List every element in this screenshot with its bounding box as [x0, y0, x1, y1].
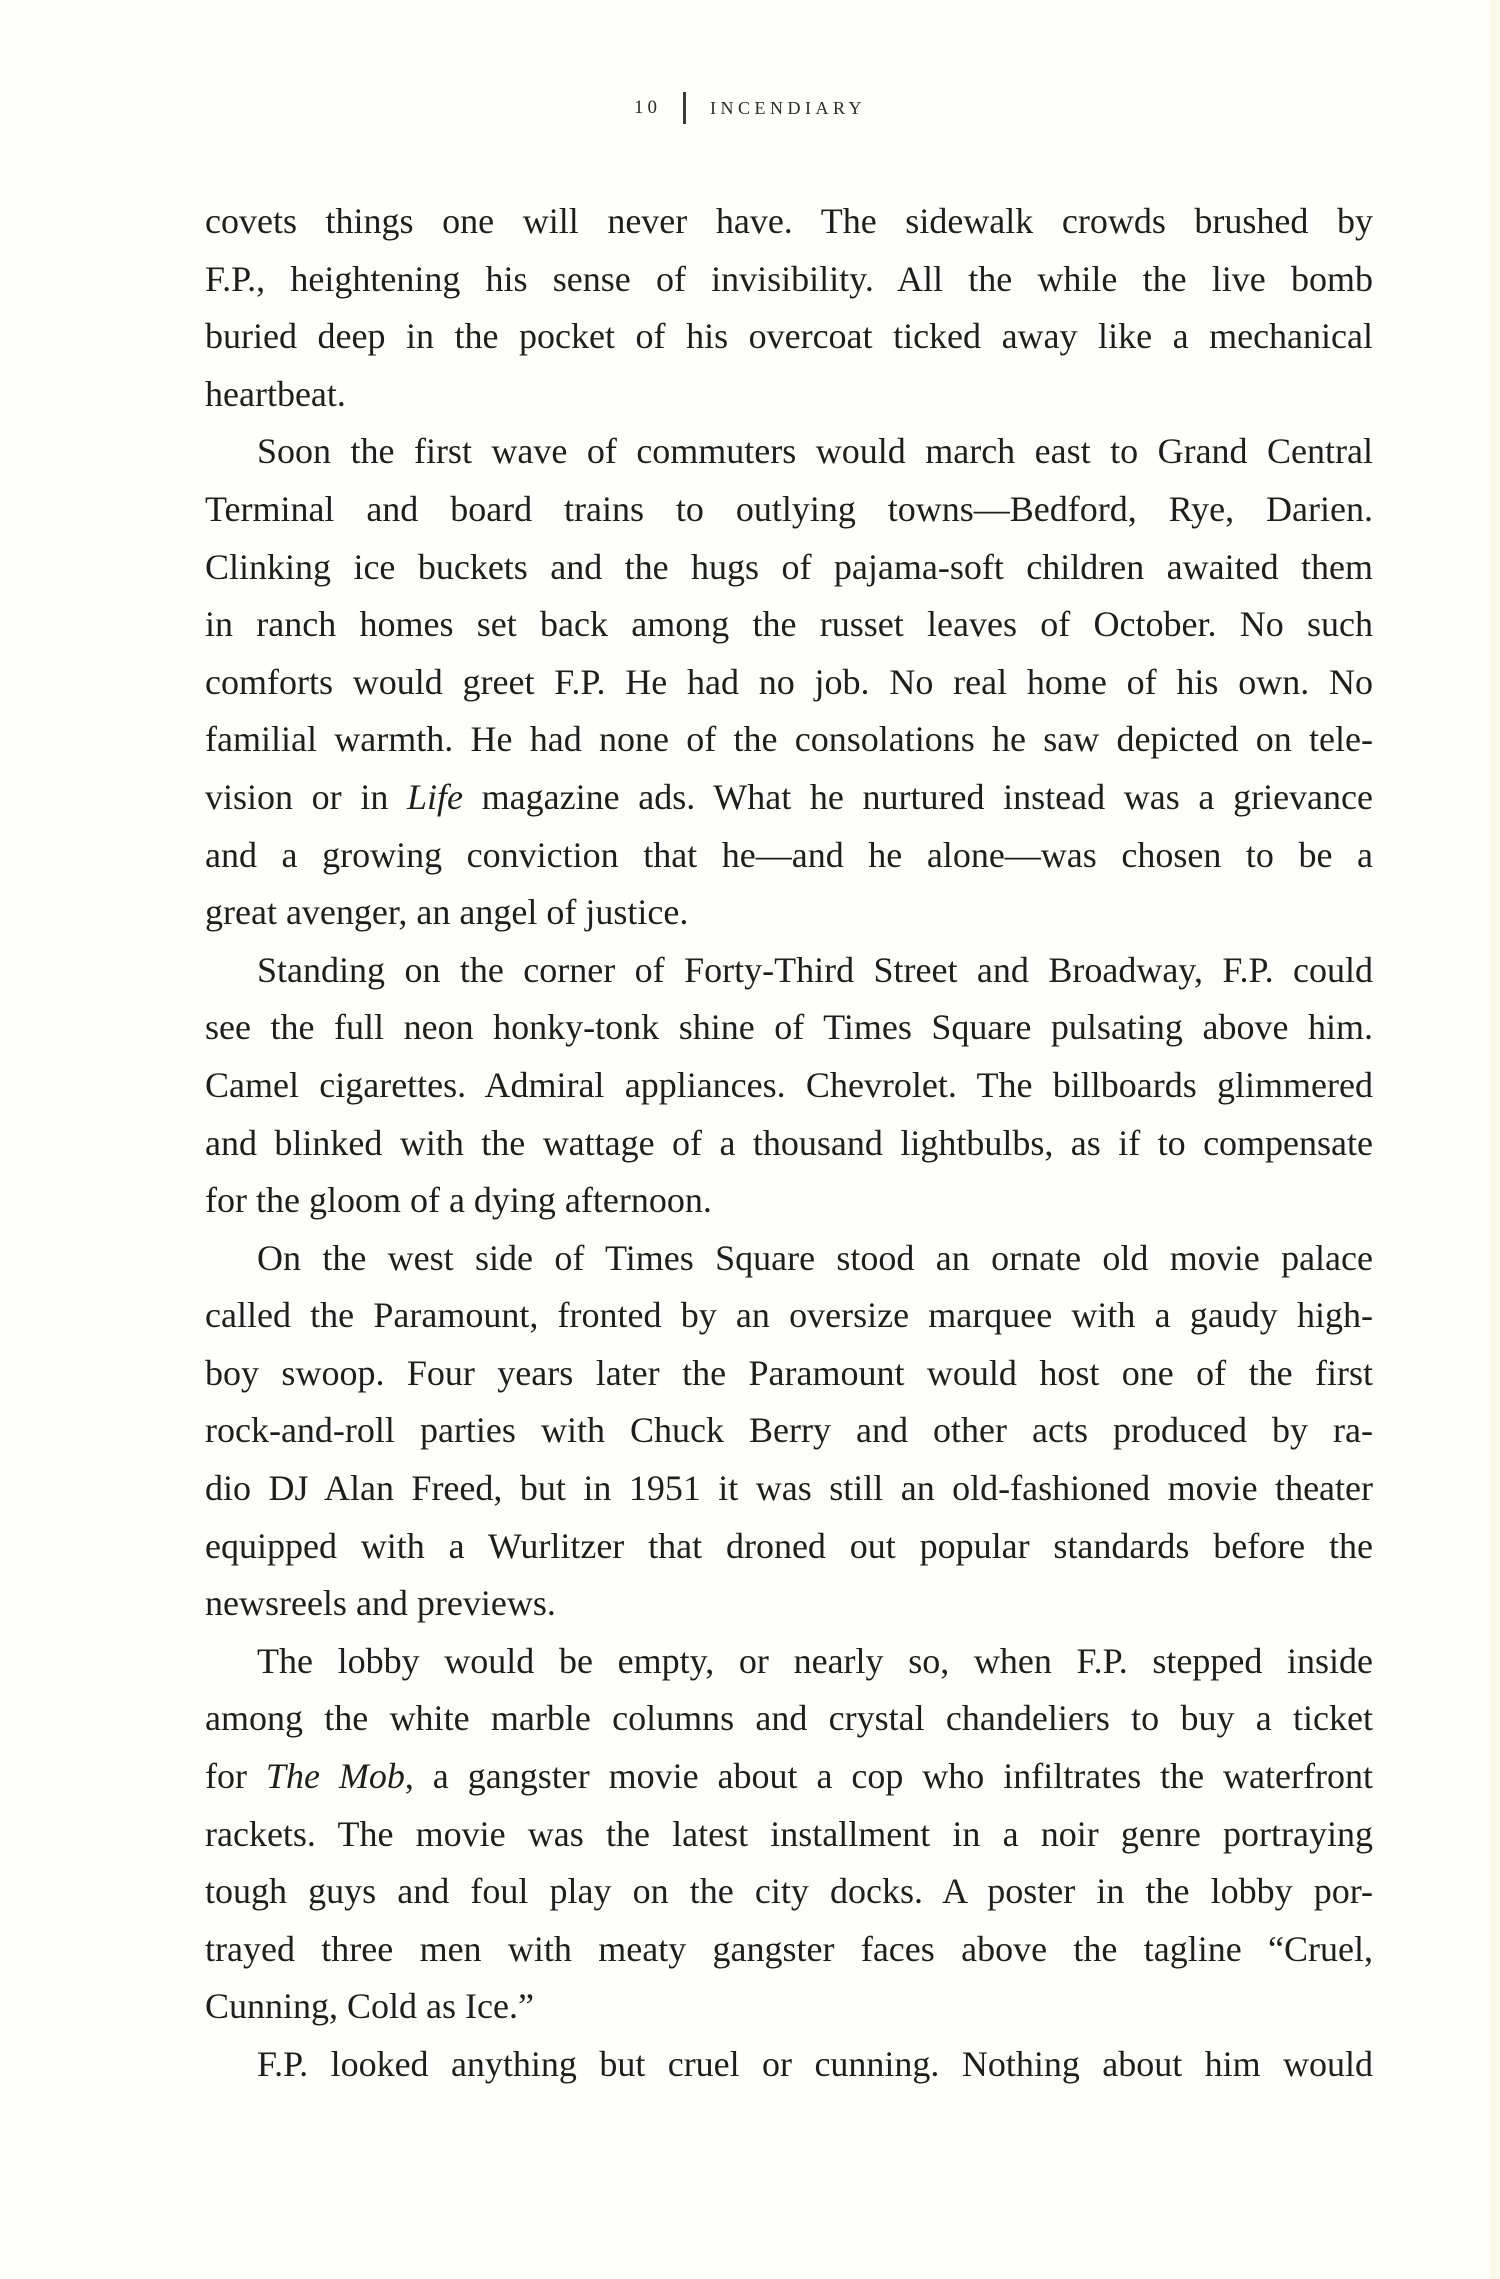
text-line: F.P., heightening his sense of invisibility. All the while the live bomb	[205, 258, 1373, 299]
text-line: boy swoop. Four years later the Paramount would host one of the first	[205, 1352, 1373, 1393]
text-line: The lobby would be empty, or nearly so, when F.P. stepped inside	[257, 1640, 1373, 1681]
running-head	[0, 90, 1500, 126]
paragraph	[205, 1633, 1373, 2036]
page-edge-tint	[1490, 0, 1500, 2279]
text-line: rackets. The movie was the latest installment in a noir genre portraying	[205, 1813, 1373, 1854]
text-line: tough guys and foul play on the city docks. A poster in the lobby por-	[205, 1871, 1373, 1912]
text-line: Soon the first wave of commuters would march east to Grand Central	[257, 431, 1373, 472]
page-number: 10	[634, 97, 661, 118]
text-line: called the Paramount, fronted by an oversize marquee with a gaudy high-	[205, 1295, 1373, 1336]
text-line: Terminal and board trains to outlying towns—Bedford, Rye, Darien.	[205, 488, 1373, 529]
paragraph	[205, 1230, 1373, 1633]
text-line: Camel cigarettes. Admiral appliances. Chevrolet. The billboards glimmered	[205, 1064, 1373, 1105]
text-line: and blinked with the wattage of a thousand lightbulbs, as if to compensate	[205, 1122, 1373, 1163]
text-line: familial warmth. He had none of the consolations he saw depicted on tele-	[205, 719, 1373, 760]
body-text	[205, 193, 1373, 2094]
text-line: great avenger, an angel of justice.	[205, 892, 689, 933]
text-line: Standing on the corner of Forty-Third Street and Broadway, F.P. could	[257, 949, 1373, 990]
text-line: dio DJ Alan Freed, but in 1951 it was still an old-fashioned movie theater	[205, 1468, 1373, 1509]
text-line: comforts would greet F.P. He had no job. No real home of his own. No	[205, 661, 1373, 702]
text-line: for the gloom of a dying afternoon.	[205, 1180, 712, 1221]
text-line: covets things one will never have. The sidewalk crowds brushed by	[205, 201, 1373, 241]
paragraph	[205, 423, 1373, 941]
text-line: On the west side of Times Square stood an ornate old movie palace	[257, 1237, 1373, 1278]
book-title: INCENDIARY	[710, 97, 866, 118]
text-line: buried deep in the pocket of his overcoat ticked away like a mechanical	[205, 316, 1373, 357]
paragraph	[205, 193, 1373, 423]
text-line: heartbeat.	[205, 373, 346, 414]
text-line: Cunning, Cold as Ice.”	[205, 1986, 534, 2027]
paragraph	[205, 2036, 1373, 2094]
text-line: vision or in Life magazine ads. What he nurtured instead was a grievance	[205, 776, 1373, 817]
text-line: among the white marble columns and crystal chandeliers to buy a ticket	[205, 1698, 1373, 1739]
paragraph	[205, 942, 1373, 1230]
text-line: see the full neon honky-tonk shine of Times Square pulsating above him.	[205, 1007, 1373, 1048]
text-line: in ranch homes set back among the russet leaves of October. No such	[205, 604, 1373, 645]
text-line: for The Mob, a gangster movie about a cop who infiltrates the waterfront	[205, 1756, 1373, 1797]
text-line: and a growing conviction that he—and he alone—was chosen to be a	[205, 834, 1373, 875]
text-line: equipped with a Wurlitzer that droned out popular standards before the	[205, 1525, 1373, 1566]
text-line: Clinking ice buckets and the hugs of pajama-soft children awaited them	[205, 546, 1373, 587]
text-line: rock-and-roll parties with Chuck Berry and other acts produced by ra-	[205, 1410, 1373, 1451]
text-line: trayed three men with meaty gangster faces above the tagline “Cruel,	[205, 1928, 1373, 1969]
text-line: newsreels and previews.	[205, 1583, 556, 1624]
italic-title: Life	[407, 776, 464, 817]
text-line: F.P. looked anything but cruel or cunning. Nothing about him would	[257, 2044, 1373, 2084]
italic-title: The Mob	[265, 1756, 405, 1797]
header-separator-rule	[683, 92, 686, 124]
